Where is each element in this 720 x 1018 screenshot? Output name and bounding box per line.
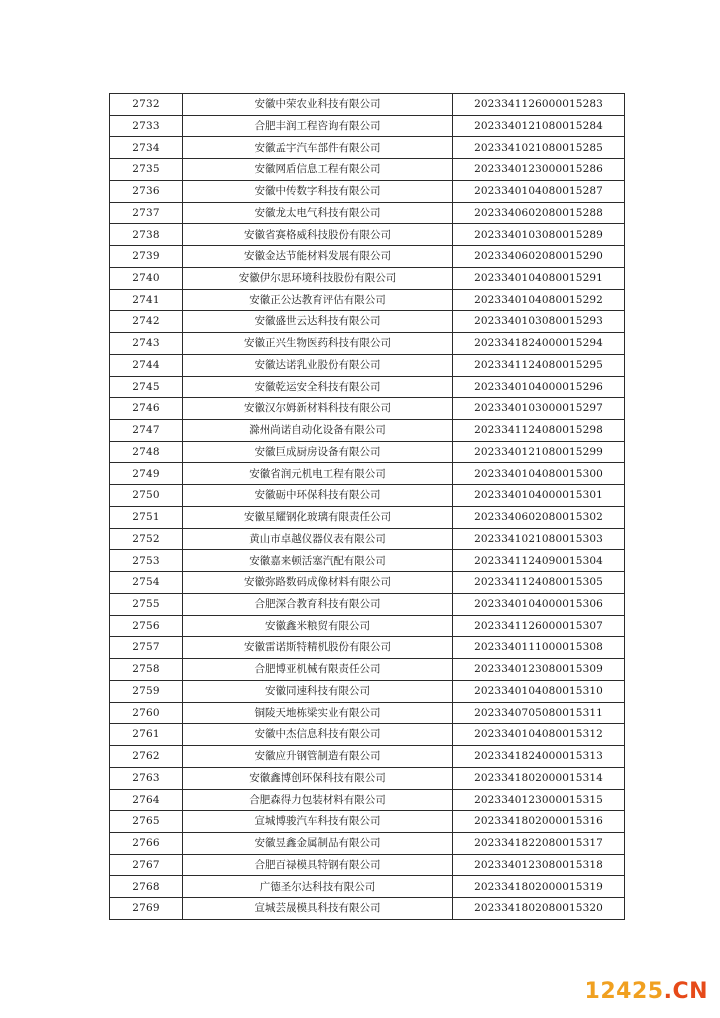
- row-company-name: 安徽鑫米粮贸有限公司: [183, 615, 453, 637]
- row-registration-code: 2023340602080015288: [453, 202, 625, 224]
- table-row: [110, 615, 625, 637]
- table-row: [110, 767, 625, 789]
- row-company-name: 安徽伊尔思环境科技股份有限公司: [183, 267, 453, 289]
- row-company-name: 黄山市卓越仪器仪表有限公司: [183, 528, 453, 550]
- row-company-name: 安徽龙太电气科技有限公司: [183, 202, 453, 224]
- row-sequence-number: 2745: [110, 376, 183, 398]
- row-registration-code: 2023340103000015297: [453, 398, 625, 420]
- table-row: [110, 289, 625, 311]
- row-company-name: 滁州尚诺自动化设备有限公司: [183, 420, 453, 442]
- row-company-name: 安徽应升钢管制造有限公司: [183, 746, 453, 768]
- row-company-name: 安徽巨成厨房设备有限公司: [183, 441, 453, 463]
- table-row: [110, 115, 625, 137]
- row-registration-code: 2023340104080015310: [453, 680, 625, 702]
- row-sequence-number: 2763: [110, 767, 183, 789]
- row-sequence-number: 2737: [110, 202, 183, 224]
- table-row: [110, 506, 625, 528]
- row-registration-code: 2023340705080015311: [453, 702, 625, 724]
- row-sequence-number: 2768: [110, 876, 183, 898]
- table-row: [110, 137, 625, 159]
- row-company-name: 安徽盛世云达科技有限公司: [183, 311, 453, 333]
- table-row: [110, 463, 625, 485]
- table-row: [110, 789, 625, 811]
- registry-table-body: [110, 94, 625, 920]
- row-registration-code: 2023341802080015320: [453, 898, 625, 920]
- row-registration-code: 2023340103080015293: [453, 311, 625, 333]
- row-registration-code: 2023340104080015292: [453, 289, 625, 311]
- row-registration-code: 2023341124080015305: [453, 572, 625, 594]
- row-sequence-number: 2749: [110, 463, 183, 485]
- row-sequence-number: 2767: [110, 854, 183, 876]
- table-row: [110, 354, 625, 376]
- watermark-suffix: CN: [672, 979, 708, 1004]
- row-registration-code: 2023341124080015295: [453, 354, 625, 376]
- table-row: [110, 832, 625, 854]
- table-row: [110, 246, 625, 268]
- row-company-name: 合肥百禄模具特钢有限公司: [183, 854, 453, 876]
- row-sequence-number: 2748: [110, 441, 183, 463]
- row-company-name: 安徽网盾信息工程有限公司: [183, 159, 453, 181]
- row-company-name: 广德圣尔达科技有限公司: [183, 876, 453, 898]
- table-row: [110, 593, 625, 615]
- row-registration-code: 2023341824000015294: [453, 333, 625, 355]
- row-sequence-number: 2755: [110, 593, 183, 615]
- table-row: [110, 659, 625, 681]
- row-sequence-number: 2742: [110, 311, 183, 333]
- row-sequence-number: 2754: [110, 572, 183, 594]
- table-row: [110, 159, 625, 181]
- row-company-name: 安徽同速科技有限公司: [183, 680, 453, 702]
- table-row: [110, 724, 625, 746]
- table-row: [110, 876, 625, 898]
- row-sequence-number: 2743: [110, 333, 183, 355]
- row-registration-code: 2023340111000015308: [453, 637, 625, 659]
- company-registry-table: [109, 93, 625, 920]
- table-row: [110, 680, 625, 702]
- row-sequence-number: 2739: [110, 246, 183, 268]
- row-registration-code: 2023341124090015304: [453, 550, 625, 572]
- row-sequence-number: 2746: [110, 398, 183, 420]
- row-registration-code: 2023340104000015301: [453, 485, 625, 507]
- row-registration-code: 2023341802000015316: [453, 811, 625, 833]
- row-sequence-number: 2764: [110, 789, 183, 811]
- row-sequence-number: 2765: [110, 811, 183, 833]
- row-company-name: 安徽孟宇汽车部件有限公司: [183, 137, 453, 159]
- table-row: [110, 267, 625, 289]
- row-registration-code: 2023340602080015290: [453, 246, 625, 268]
- row-company-name: 铜陵天地栋梁实业有限公司: [183, 702, 453, 724]
- table-row: [110, 420, 625, 442]
- row-company-name: 安徽中传数字科技有限公司: [183, 180, 453, 202]
- table-row: [110, 441, 625, 463]
- row-registration-code: 2023340123080015309: [453, 659, 625, 681]
- row-company-name: 合肥深合教育科技有限公司: [183, 593, 453, 615]
- row-company-name: 安徽雷诺斯特精机股份有限公司: [183, 637, 453, 659]
- row-sequence-number: 2747: [110, 420, 183, 442]
- row-sequence-number: 2740: [110, 267, 183, 289]
- row-sequence-number: 2761: [110, 724, 183, 746]
- row-company-name: 安徽昱鑫金属制品有限公司: [183, 832, 453, 854]
- table-row: [110, 702, 625, 724]
- table-row: [110, 376, 625, 398]
- row-sequence-number: 2766: [110, 832, 183, 854]
- row-company-name: 安徽星耀钢化玻璃有限责任公司: [183, 506, 453, 528]
- row-registration-code: 2023340104080015300: [453, 463, 625, 485]
- row-company-name: 安徽正公达教育评估有限公司: [183, 289, 453, 311]
- row-sequence-number: 2732: [110, 94, 183, 116]
- table-row: [110, 180, 625, 202]
- row-sequence-number: 2753: [110, 550, 183, 572]
- row-registration-code: 2023340123000015286: [453, 159, 625, 181]
- row-registration-code: 2023341802000015314: [453, 767, 625, 789]
- row-sequence-number: 2757: [110, 637, 183, 659]
- row-company-name: 合肥博亚机械有限责任公司: [183, 659, 453, 681]
- watermark-digits: 12425: [584, 979, 664, 1004]
- row-company-name: 合肥森得力包装材料有限公司: [183, 789, 453, 811]
- row-registration-code: 2023340123080015318: [453, 854, 625, 876]
- row-company-name: 安徽弥路数码成像材料有限公司: [183, 572, 453, 594]
- row-registration-code: 2023340123000015315: [453, 789, 625, 811]
- row-company-name: 安徽中荣农业科技有限公司: [183, 94, 453, 116]
- row-company-name: 安徽鑫博创环保科技有限公司: [183, 767, 453, 789]
- row-sequence-number: 2734: [110, 137, 183, 159]
- row-registration-code: 2023341021080015285: [453, 137, 625, 159]
- table-row: [110, 485, 625, 507]
- row-registration-code: 2023341126000015283: [453, 94, 625, 116]
- row-registration-code: 2023340602080015302: [453, 506, 625, 528]
- row-registration-code: 2023340103080015289: [453, 224, 625, 246]
- row-registration-code: 2023340104000015296: [453, 376, 625, 398]
- table-row: [110, 224, 625, 246]
- watermark-dot: .: [663, 979, 673, 1004]
- row-sequence-number: 2751: [110, 506, 183, 528]
- row-sequence-number: 2741: [110, 289, 183, 311]
- table-row: [110, 333, 625, 355]
- row-company-name: 安徽达诺乳业股份有限公司: [183, 354, 453, 376]
- table-row: [110, 572, 625, 594]
- row-registration-code: 2023340104080015291: [453, 267, 625, 289]
- row-registration-code: 2023341124080015298: [453, 420, 625, 442]
- row-registration-code: 2023341822080015317: [453, 832, 625, 854]
- table-row: [110, 811, 625, 833]
- row-registration-code: 2023340104000015306: [453, 593, 625, 615]
- row-company-name: 安徽省润元机电工程有限公司: [183, 463, 453, 485]
- row-company-name: 宣城博骏汽车科技有限公司: [183, 811, 453, 833]
- row-sequence-number: 2752: [110, 528, 183, 550]
- row-registration-code: 2023341802000015319: [453, 876, 625, 898]
- table-row: [110, 94, 625, 116]
- table-row: [110, 854, 625, 876]
- row-sequence-number: 2759: [110, 680, 183, 702]
- row-company-name: 安徽金达节能材料发展有限公司: [183, 246, 453, 268]
- row-registration-code: 2023340121080015299: [453, 441, 625, 463]
- row-company-name: 安徽正兴生物医药科技有限公司: [183, 333, 453, 355]
- row-sequence-number: 2756: [110, 615, 183, 637]
- table-row: [110, 311, 625, 333]
- row-sequence-number: 2733: [110, 115, 183, 137]
- row-sequence-number: 2758: [110, 659, 183, 681]
- row-sequence-number: 2750: [110, 485, 183, 507]
- row-registration-code: 2023340104080015287: [453, 180, 625, 202]
- table-row: [110, 528, 625, 550]
- site-watermark: [585, 979, 708, 1004]
- row-company-name: 安徽省赛格威科技股份有限公司: [183, 224, 453, 246]
- row-registration-code: 2023341824000015313: [453, 746, 625, 768]
- table-row: [110, 202, 625, 224]
- row-company-name: 安徽乾运安全科技有限公司: [183, 376, 453, 398]
- row-registration-code: 2023340104080015312: [453, 724, 625, 746]
- row-sequence-number: 2736: [110, 180, 183, 202]
- row-registration-code: 2023340121080015284: [453, 115, 625, 137]
- table-row: [110, 398, 625, 420]
- table-row: [110, 746, 625, 768]
- row-registration-code: 2023341126000015307: [453, 615, 625, 637]
- row-company-name: 安徽汉尔姆新材料科技有限公司: [183, 398, 453, 420]
- row-sequence-number: 2760: [110, 702, 183, 724]
- row-sequence-number: 2769: [110, 898, 183, 920]
- row-sequence-number: 2762: [110, 746, 183, 768]
- row-sequence-number: 2738: [110, 224, 183, 246]
- row-registration-code: 2023341021080015303: [453, 528, 625, 550]
- row-company-name: 安徽中杰信息科技有限公司: [183, 724, 453, 746]
- row-company-name: 安徽砺中环保科技有限公司: [183, 485, 453, 507]
- table-row: [110, 550, 625, 572]
- row-company-name: 安徽嘉来顿活塞汽配有限公司: [183, 550, 453, 572]
- row-sequence-number: 2735: [110, 159, 183, 181]
- row-company-name: 合肥丰润工程咨询有限公司: [183, 115, 453, 137]
- row-sequence-number: 2744: [110, 354, 183, 376]
- table-row: [110, 898, 625, 920]
- table-row: [110, 637, 625, 659]
- row-company-name: 宣城芸晟模具科技有限公司: [183, 898, 453, 920]
